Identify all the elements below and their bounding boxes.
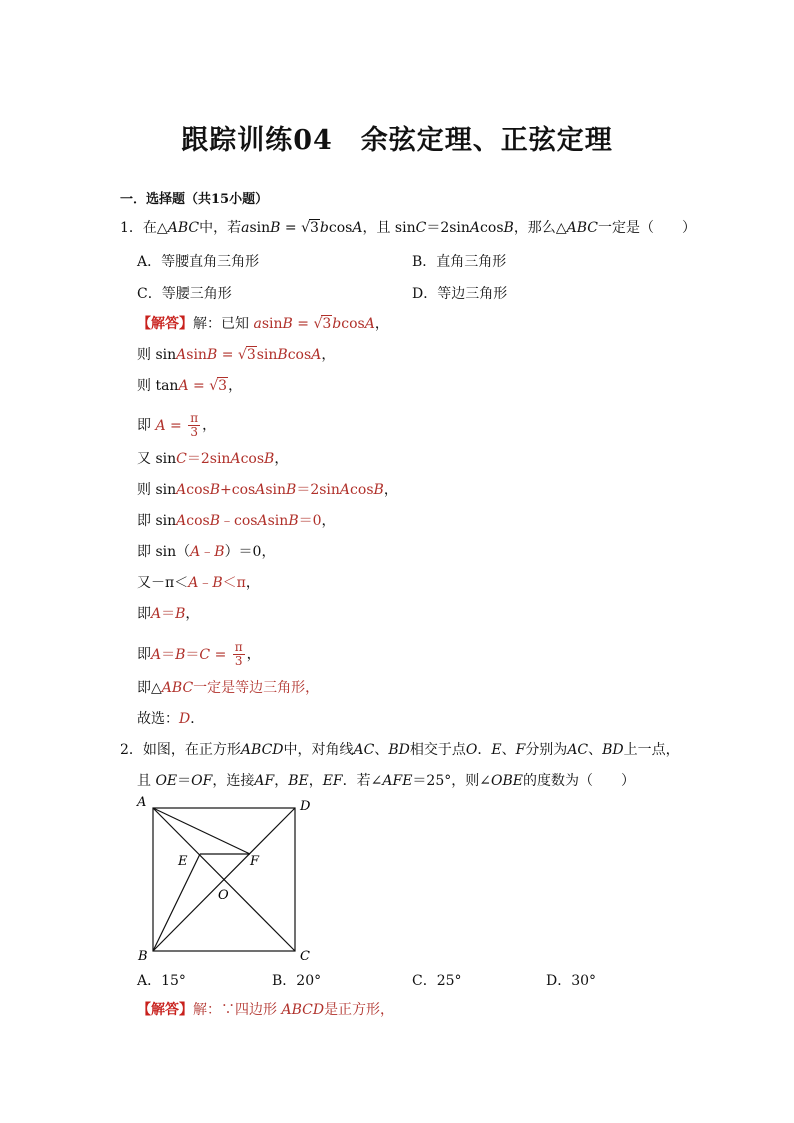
- q2-option-c: C．25°: [412, 973, 462, 989]
- label-a: A: [137, 795, 147, 810]
- q2-option-a: A．15°: [137, 973, 186, 989]
- q1-answer-line-3: 则 tanA = √3，: [137, 378, 243, 394]
- segment-be: [153, 854, 200, 951]
- page-title: 跟踪训练04 余弦定理、正弦定理: [181, 125, 613, 156]
- q1-answer-line-4: 即 A = $\frac{\pi}{3}$ ，: [137, 411, 217, 439]
- q1-answer-line-9: 又－π＜A﹣B＜π，: [137, 575, 260, 591]
- q1-answer-line-7: 即 sinAcosB﹣cosAsinB＝0，: [137, 513, 336, 529]
- q1-option-d: D．等边三角形: [412, 286, 508, 302]
- q1-answer-line-10: 即A＝B，: [137, 606, 200, 622]
- label-c: C: [300, 949, 310, 964]
- q1-answer-line-1: 【解答】解：已知 asinB = √3bcosA，: [137, 316, 389, 332]
- square-diagram: [130, 792, 330, 968]
- q1-answer-line-12: 即△ABC一定是等边三角形，: [137, 680, 320, 696]
- q2-option-b: B．20°: [272, 973, 322, 989]
- label-o: O: [218, 888, 229, 903]
- q1-option-c: C．等腰三角形: [137, 286, 232, 302]
- q1-answer-line-11: 即A＝B＝C = $\frac{\pi}{3}$ ，: [137, 640, 261, 668]
- question-1-stem: 1．在△ABC中，若asinB = √3bcosA，且 sinC＝2sinAcosB，那么△ABC一定是（ ）: [120, 220, 696, 236]
- q1-option-a: A．等腰直角三角形: [137, 254, 260, 270]
- q1-answer-line-6: 则 sinAcosB+cosAsinB＝2sinAcosB，: [137, 482, 398, 498]
- q1-answer-line-13: 故选：D．: [137, 711, 205, 727]
- label-e: E: [178, 854, 188, 869]
- section-heading: 一．选择题（共15小题）: [120, 192, 269, 207]
- label-b: B: [138, 949, 148, 964]
- q1-answer-line-2: 则 sinAsinB = √3sinBcosA，: [137, 347, 336, 363]
- q2-answer-line-1: 【解答】解：∵四边形 ABCD是正方形，: [137, 1002, 395, 1018]
- q1-answer-line-5: 又 sinC＝2sinAcosB，: [137, 451, 289, 467]
- question-2-stem-line-1: 2．如图，在正方形ABCD中，对角线AC、BD相交于点O．E、F分别为AC、BD上一点，: [120, 742, 680, 758]
- segment-af: [153, 808, 250, 854]
- label-d: D: [300, 799, 311, 814]
- q2-option-d: D．30°: [546, 973, 597, 989]
- label-f: F: [250, 854, 260, 869]
- question-2-stem-line-2: 且 OE＝OF，连接AF，BE，EF．若∠AFE＝25°，则∠OBE的度数为（ ）: [137, 773, 635, 789]
- q1-answer-line-8: 即 sin（A﹣B）＝0，: [137, 544, 276, 560]
- q1-option-b: B．直角三角形: [412, 254, 507, 270]
